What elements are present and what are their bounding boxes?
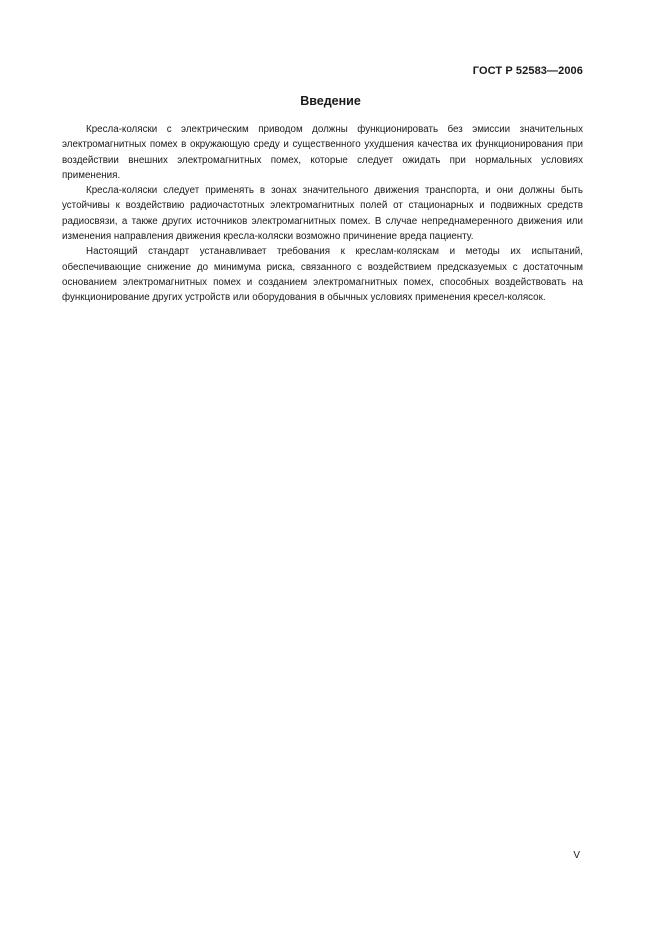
paragraph: Кресла-коляски следует применять в зонах значительного движения транспорта, и они должны быть устойчивы к воздействию радиочастотных электромагнитных полей от стационарных и подвижных средств радиосвязи, а также других источников электромагнитных помех. В случае непреднамеренного движения или изменения направления движения кресла-коляски возможно причинение вреда пациенту. [62,185,583,243]
document-code: ГОСТ Р 52583—2006 [472,65,583,77]
paragraph: Настоящий стандарт устанавливает требования к креслам-коляскам и методы их испытаний, обеспечивающие снижение до минимума риска, связанного с воздействием предсказуемых с достаточным основанием электромагнитных помех и созданием электромагнитных помех, способных воздействовать на функционирование других устройств или оборудования в обычных условиях применения кресел-колясок. [62,246,583,304]
body-text [62,122,583,306]
section-title: Введение [300,94,361,108]
page-number: V [573,850,580,861]
paragraph: Кресла-коляски с электрическим приводом должны функционировать без эмиссии значительных электромагнитных помех в окружающую среду и существенного ухудшения качества их функционирования при воздействии внешних электромагнитных помех, которые следует ожидать при нормальных условиях применения. [62,124,583,181]
